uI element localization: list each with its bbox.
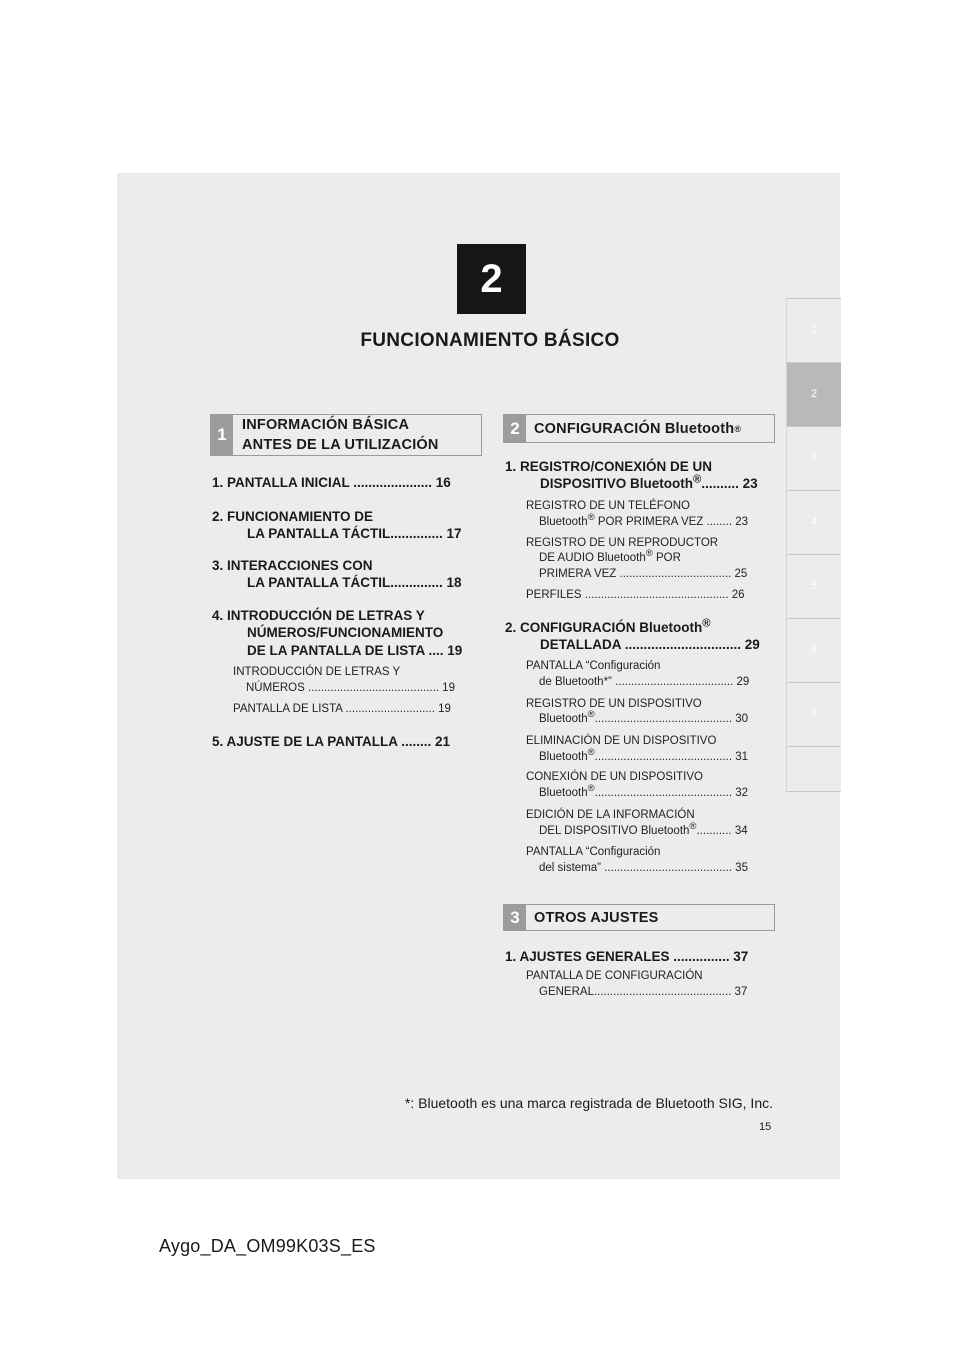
side-tab-blank [786, 747, 841, 792]
toc-subentry-text: DE AUDIO Bluetooth [539, 552, 646, 564]
toc-subentry[interactable]: REGISTRO DE UN DISPOSITIVO [526, 698, 702, 710]
document-id: Aygo_DA_OM99K03S_ES [159, 1236, 376, 1256]
toc-entry[interactable]: 1. PANTALLA INICIAL ..................... 16 [212, 475, 451, 490]
toc-subentry[interactable] [526, 783, 749, 801]
toc-entry[interactable]: NÚMEROS/FUNCIONAMIENTO [247, 625, 444, 640]
toc-entry-text: .......... 23 [701, 476, 758, 491]
section-title-line: ANTES DE LA UTILIZACIÓN [242, 437, 439, 453]
toc-subentry-text: Bluetooth [539, 713, 588, 725]
toc-entry-text: 2. CONFIGURACIÓN Bluetooth [505, 620, 703, 635]
registered-mark: ® [587, 709, 595, 721]
toc-subentry[interactable]: INTRODUCCIÓN DE LETRAS Y [233, 666, 401, 678]
toc-subentry-text: ........... 34 [696, 825, 748, 837]
chapter-title: FUNCIONAMIENTO BÁSICO [360, 330, 620, 351]
toc-entry[interactable] [505, 619, 711, 636]
toc-subentry-text: ........................................... 32 [594, 787, 749, 799]
section-header-3 [503, 904, 775, 931]
toc-subentry[interactable]: de Bluetooth*” ..................................... 29 [539, 676, 750, 688]
section-number: 1 [211, 415, 233, 455]
registered-mark: ® [645, 548, 653, 560]
section-title: OTROS AJUSTES [534, 909, 659, 926]
toc-subentry-text: POR PRIMERA VEZ ........ 23 [594, 516, 749, 528]
section-header-2 [503, 414, 775, 443]
side-tab-2[interactable]: 2 [786, 363, 841, 427]
toc-subentry[interactable]: PANTALLA DE CONFIGURACIÓN [526, 970, 703, 982]
toc-subentry[interactable] [526, 821, 748, 839]
side-tab-6[interactable]: 6 [786, 619, 841, 683]
toc-entry[interactable]: LA PANTALLA TÁCTIL.............. 17 [247, 526, 462, 541]
toc-subentry[interactable]: PANTALLA “Configuración [526, 846, 661, 858]
registered-mark: ® [689, 821, 697, 833]
toc-entry[interactable]: 4. INTRODUCCIÓN DE LETRAS Y [212, 608, 425, 623]
toc-entry[interactable]: 3. INTERACCIONES CON [212, 558, 373, 573]
toc-subentry-text: Bluetooth [539, 751, 588, 763]
toc-entry[interactable]: DE LA PANTALLA DE LISTA .... 19 [247, 643, 463, 658]
section-number: 2 [504, 415, 526, 442]
toc-subentry-text: DEL DISPOSITIVO Bluetooth [539, 825, 690, 837]
section-title [242, 415, 439, 455]
toc-subentry[interactable]: EDICIÓN DE LA INFORMACIÓN [526, 809, 695, 821]
section-header-1 [210, 414, 482, 456]
toc-subentry[interactable]: PRIMERA VEZ ................................... 25 [539, 568, 748, 580]
footnote: *: Bluetooth es una marca registrada de Bluetooth SIG, Inc. [404, 1095, 773, 1111]
toc-subentry[interactable] [526, 512, 749, 530]
chapter-number-box: 2 [457, 244, 526, 314]
toc-subentry[interactable] [526, 747, 749, 765]
toc-entry[interactable]: LA PANTALLA TÁCTIL.............. 18 [247, 575, 462, 590]
section-title: CONFIGURACIÓN Bluetooth ® [534, 420, 742, 437]
registered-mark: ® [587, 512, 595, 524]
toc-subentry[interactable] [526, 709, 749, 727]
side-tab-5[interactable]: 5 [786, 555, 841, 619]
page-number: 15 [759, 1121, 772, 1133]
toc-entry[interactable]: 1. REGISTRO/CONEXIÓN DE UN [505, 459, 713, 474]
toc-entry[interactable] [505, 475, 758, 492]
registered-mark: ® [587, 783, 595, 795]
toc-subentry[interactable]: GENERAL........................................... 37 [539, 986, 748, 998]
section-title-line: INFORMACIÓN BÁSICA [242, 417, 410, 433]
section-title-text: CONFIGURACIÓN Bluetooth [534, 420, 735, 437]
toc-subentry[interactable]: REGISTRO DE UN TELÉFONO [526, 500, 691, 512]
registered-mark: ® [587, 747, 595, 759]
toc-subentry-text: POR [652, 552, 681, 564]
toc-subentry[interactable] [526, 548, 681, 566]
section-number: 3 [504, 905, 526, 930]
chapter-side-tabs [786, 298, 841, 792]
toc-subentry[interactable]: CONEXIÓN DE UN DISPOSITIVO [526, 771, 703, 783]
side-tab-4[interactable]: 4 [786, 491, 841, 555]
toc-subentry[interactable]: PERFILES ............................................. 26 [526, 589, 745, 601]
toc-subentry[interactable]: PANTALLA “Configuración [526, 660, 661, 672]
side-tab-1[interactable]: 1 [786, 298, 841, 363]
toc-entry-text: DISPOSITIVO Bluetooth [540, 476, 694, 491]
side-tab-3[interactable]: 3 [786, 427, 841, 491]
toc-subentry-text: ........................................... 30 [594, 713, 749, 725]
toc-subentry-text: ........................................... 31 [594, 751, 749, 763]
toc-subentry-text: Bluetooth [539, 787, 588, 799]
toc-subentry-text: Bluetooth [539, 516, 588, 528]
toc-entry[interactable]: 2. FUNCIONAMIENTO DE [212, 509, 374, 524]
toc-subentry[interactable]: NÚMEROS ......................................... 19 [246, 682, 455, 694]
toc-entry[interactable]: 1. AJUSTES GENERALES ............... 37 [505, 949, 749, 964]
toc-entry[interactable]: 5. AJUSTE DE LA PANTALLA ........ 21 [212, 734, 451, 749]
side-tab-7[interactable]: 7 [786, 683, 841, 747]
registered-mark: ® [702, 617, 711, 630]
toc-subentry[interactable]: PANTALLA DE LISTA ............................ 19 [233, 703, 451, 715]
toc-entry[interactable]: DETALLADA ............................... 29 [540, 637, 760, 652]
registered-mark: ® [693, 473, 702, 486]
toc-subentry[interactable]: del sistema” ........................................ 35 [539, 862, 748, 874]
toc-subentry[interactable]: REGISTRO DE UN REPRODUCTOR [526, 537, 719, 549]
toc-subentry[interactable]: ELIMINACIÓN DE UN DISPOSITIVO [526, 735, 717, 747]
